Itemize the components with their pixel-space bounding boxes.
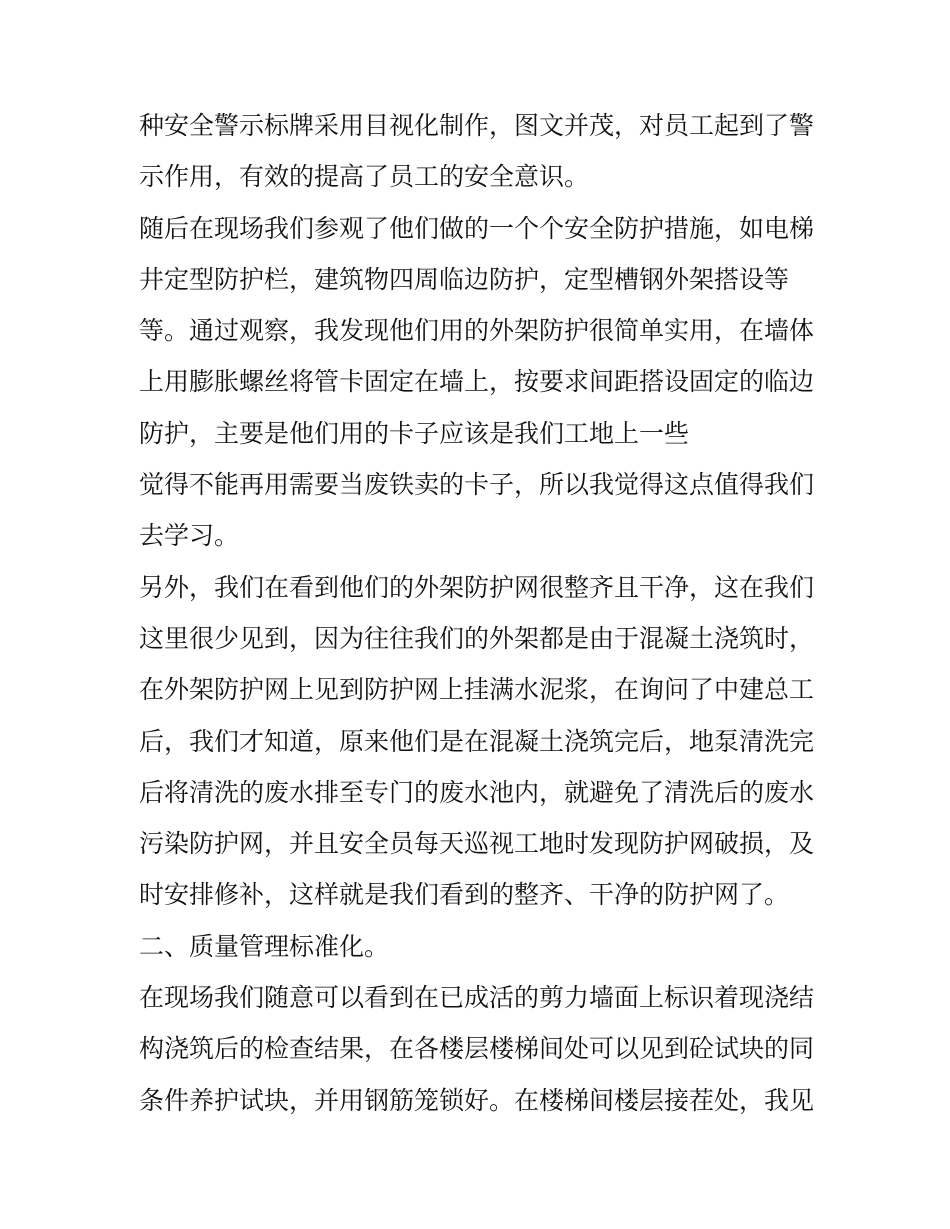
text-line: 后，我们才知道，原来他们是在混凝土浇筑完后，地泵清洗完 (139, 726, 815, 756)
text-line: 另外，我们在看到他们的外架防护网很整齐且干净，这在我们 (139, 572, 815, 602)
text-line: 这里很少见到，因为往往我们的外架都是由于混凝土浇筑时， (139, 623, 815, 653)
text-line: 时安排修补，这样就是我们看到的整齐、干净的防护网了。 (139, 880, 790, 910)
text-line: 上用膨胀螺丝将管卡固定在墙上，按要求间距搭设固定的临边 (139, 367, 815, 397)
text-line: 等。通过观察，我发现他们用的外架防护很简单实用，在墙体 (139, 316, 815, 346)
text-line: 随后在现场我们参观了他们做的一个个安全防护措施，如电梯 (139, 213, 815, 243)
text-line: 污染防护网，并且安全员每天巡视工地时发现防护网破损，及 (139, 829, 815, 859)
text-line: 条件养护试块，并用钢筋笼锁好。在楼梯间楼层接茬处，我见 (139, 1085, 815, 1115)
document-body (139, 100, 829, 1126)
text-line: 后将清洗的废水排至专门的废水池内，就避免了清洗后的废水 (139, 777, 815, 807)
text-line: 在外架防护网上见到防护网上挂满水泥浆，在询问了中建总工 (139, 675, 815, 705)
text-line: 种安全警示标牌采用目视化制作，图文并茂，对员工起到了警 (139, 111, 815, 140)
text-line: 防护，主要是他们用的卡子应该是我们工地上一些 (139, 418, 690, 448)
text-line: 觉得不能再用需要当废铁卖的卡子，所以我觉得这点值得我们 (139, 470, 815, 500)
section-heading: 二、质量管理标准化。 (139, 931, 390, 961)
text-line: 在现场我们随意可以看到在已成活的剪力墙面上标识着现浇结 (139, 983, 815, 1013)
text-line: 井定型防护栏，建筑物四周临边防护，定型槽钢外架搭设等 (139, 264, 790, 294)
text-line: 示作用，有效的提高了员工的安全意识。 (139, 162, 590, 192)
text-line: 构浇筑后的检查结果，在各楼层楼梯间处可以见到砼试块的同 (139, 1034, 815, 1064)
text-line: 去学习。 (139, 521, 240, 551)
